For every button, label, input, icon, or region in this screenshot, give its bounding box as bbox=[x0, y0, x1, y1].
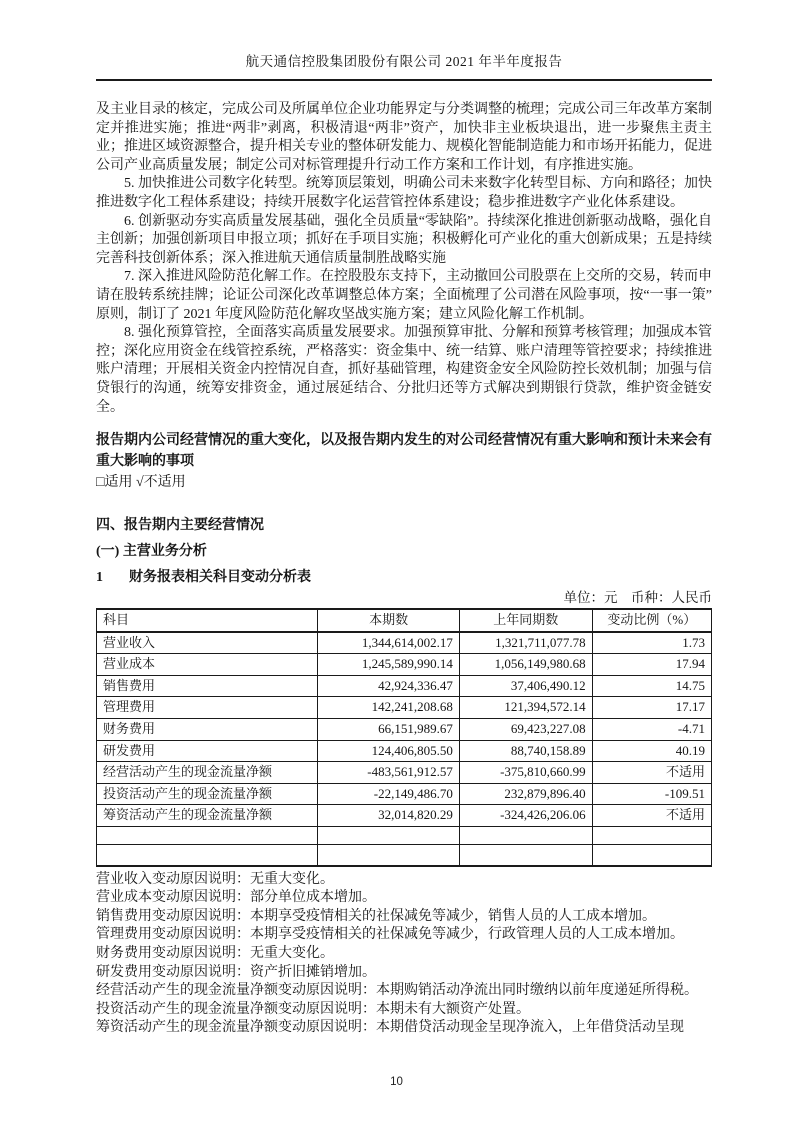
table-body bbox=[97, 632, 712, 866]
cell-change-ratio: 不适用 bbox=[592, 762, 711, 784]
cell-current-period: 66,151,989.67 bbox=[318, 719, 459, 741]
cell-prior-period: -324,426,206.06 bbox=[459, 805, 592, 827]
subsection-heading: (一) 主营业务分析 bbox=[96, 544, 207, 560]
major-changes-heading: 报告期内公司经营情况的重大变化，以及报告期内发生的对公司经营情况有重大影响和预计未来会有重大影响的事项 bbox=[96, 433, 712, 470]
table-row bbox=[97, 827, 712, 845]
cell-change-ratio: 40.19 bbox=[592, 740, 711, 762]
table-row bbox=[97, 719, 712, 741]
table-row bbox=[97, 845, 712, 866]
cell-subject: 经营活动产生的现金流量净额 bbox=[97, 762, 318, 784]
body-text-block bbox=[96, 101, 712, 1038]
cell-change-ratio: 不适用 bbox=[592, 805, 711, 827]
table-row bbox=[97, 675, 712, 697]
numbered-paragraph: 8. 强化预算管控，全面落实高质量发展要求。加强预算审批、分解和预算考核管理；加强成本管控；深化应用资金在线管控系统，严格落实：资金集中、统一结算、账户清理等管控要求；持续推进账户清理；开展相关资金内控情况自查，抓好基础管理，构建资金安全风险防控长效机制；加强与信贷银行的沟通，统筹安排资金，通过展延结合、分批归还等方式解决到期银行贷款，维护资金链安全。 bbox=[96, 325, 712, 415]
change-reason-notes bbox=[96, 871, 712, 1038]
financial-items-table bbox=[96, 608, 712, 866]
table-heading-title: 财务报表相关科目变动分析表 bbox=[129, 570, 311, 586]
change-reason-note: 筹资活动产生的现金流量净额变动原因说明：本期借贷活动现金呈现净流入，上年借贷活动呈现 bbox=[96, 1020, 684, 1036]
table-row bbox=[97, 654, 712, 676]
change-reason-note: 经营活动产生的现金流量净额变动原因说明：本期购销活动净流出同时缴纳以前年度递延所得税。 bbox=[96, 983, 698, 999]
cell-current-period bbox=[318, 827, 459, 845]
cell-prior-period: 1,321,711,077.78 bbox=[459, 632, 592, 654]
table-header-row bbox=[97, 609, 712, 632]
cell-current-period: 124,406,805.50 bbox=[318, 740, 459, 762]
cell-subject bbox=[97, 827, 318, 845]
table-row bbox=[97, 740, 712, 762]
section-heading: 四、报告期内主要经营情况 bbox=[96, 518, 264, 534]
cell-prior-period: 121,394,572.14 bbox=[459, 697, 592, 719]
col-header-current-period: 本期数 bbox=[318, 609, 459, 632]
change-reason-note: 营业收入变动原因说明：无重大变化。 bbox=[96, 871, 334, 887]
col-header-prior-period: 上年同期数 bbox=[459, 609, 592, 632]
numbered-paragraphs bbox=[96, 175, 712, 417]
numbered-paragraph: 5. 加快推进公司数字化转型。统筹顶层策划，明确公司未来数字化转型目标、方向和路径；加快推进数字化工程体系建设；持续开展数字化运营管控体系建设；稳步推进数字产业化体系建设。 bbox=[96, 176, 712, 210]
continuation-paragraph: 及主业目录的核定，完成公司及所属单位企业功能界定与分类调整的梳理；完成公司三年改革方案制定并推进实施；推进“两非”剥离，积极清退“两非”资产，加快非主业板块退出，进一步聚焦主责主业；推进区域资源整合，提升相关专业的整体研发能力、规模化智能制造能力和市场开拓能力，促进公司产业高质量发展；制定公司对标管理提升行动工作方案和工作计划，有序推进实施。 bbox=[96, 102, 712, 173]
cell-change-ratio: 17.17 bbox=[592, 697, 711, 719]
cell-change-ratio: 17.94 bbox=[592, 654, 711, 676]
cell-change-ratio: -4.71 bbox=[592, 719, 711, 741]
table-header bbox=[97, 609, 712, 632]
cell-current-period: 42,924,336.47 bbox=[318, 675, 459, 697]
cell-subject: 营业收入 bbox=[97, 632, 318, 654]
table-row bbox=[97, 783, 712, 805]
cell-change-ratio bbox=[592, 845, 711, 866]
cell-prior-period bbox=[459, 827, 592, 845]
page-number: 10 bbox=[390, 1076, 403, 1088]
change-reason-note: 管理费用变动原因说明：本期享受疫情相关的社保减免等减少，行政管理人员的人工成本增加。 bbox=[96, 927, 684, 943]
cell-subject: 销售费用 bbox=[97, 675, 318, 697]
change-reason-note: 财务费用变动原因说明：无重大变化。 bbox=[96, 945, 334, 961]
cell-prior-period: 37,406,490.12 bbox=[459, 675, 592, 697]
applicability-line: □适用 √不适用 bbox=[96, 475, 186, 491]
table-row bbox=[97, 762, 712, 784]
cell-change-ratio: 1.73 bbox=[592, 632, 711, 654]
cell-current-period: 32,014,820.29 bbox=[318, 805, 459, 827]
table-row bbox=[97, 697, 712, 719]
cell-subject: 筹资活动产生的现金流量净额 bbox=[97, 805, 318, 827]
cell-prior-period: 69,423,227.08 bbox=[459, 719, 592, 741]
table-heading bbox=[96, 568, 712, 587]
table-row bbox=[97, 632, 712, 654]
cell-prior-period: 232,879,896.40 bbox=[459, 783, 592, 805]
cell-prior-period: 1,056,149,980.68 bbox=[459, 654, 592, 676]
change-reason-note: 营业成本变动原因说明：部分单位成本增加。 bbox=[96, 890, 376, 906]
cell-change-ratio: 14.75 bbox=[592, 675, 711, 697]
col-header-change-ratio: 变动比例（%） bbox=[592, 609, 711, 632]
cell-current-period: 142,241,208.68 bbox=[318, 697, 459, 719]
cell-prior-period: -375,810,660.99 bbox=[459, 762, 592, 784]
numbered-paragraph: 7. 深入推进风险防范化解工作。在控股股东支持下，主动撤回公司股票在上交所的交易，转而申请在股转系统挂牌；论证公司深化改革调整总体方案；全面梳理了公司潜在风险事项，按“一事一策”原则，制订了 2021 年度风险防范化解攻坚战实施方案；建立风险化解工作机制。 bbox=[96, 269, 712, 322]
cell-current-period: -483,561,912.57 bbox=[318, 762, 459, 784]
col-header-subject: 科目 bbox=[97, 609, 318, 632]
cell-subject: 投资活动产生的现金流量净额 bbox=[97, 783, 318, 805]
numbered-paragraph: 6. 创新驱动夯实高质量发展基础，强化全员质量“零缺陷”。持续深化推进创新驱动战略，强化自主创新；加强创新项目申报立项；抓好在手项目实施；积极孵化可产业化的重大创新成果；五是持续完善科技创新体系；深入推进航天通信质量制胜战略实施 bbox=[96, 213, 712, 266]
cell-prior-period: 88,740,158.89 bbox=[459, 740, 592, 762]
cell-subject: 财务费用 bbox=[97, 719, 318, 741]
cell-current-period: -22,149,486.70 bbox=[318, 783, 459, 805]
change-reason-note: 研发费用变动原因说明：资产折旧摊销增加。 bbox=[96, 964, 376, 980]
cell-current-period: 1,344,614,002.17 bbox=[318, 632, 459, 654]
cell-change-ratio bbox=[592, 827, 711, 845]
cell-change-ratio: -109.51 bbox=[592, 783, 711, 805]
change-reason-note: 投资活动产生的现金流量净额变动原因说明：本期未有大额资产处置。 bbox=[96, 1001, 530, 1017]
document-header-title: 航天通信控股集团股份有限公司 2021 年半年度报告 bbox=[96, 50, 712, 81]
cell-prior-period bbox=[459, 845, 592, 866]
cell-subject: 研发费用 bbox=[97, 740, 318, 762]
table-row bbox=[97, 805, 712, 827]
cell-current-period bbox=[318, 845, 459, 866]
cell-subject: 管理费用 bbox=[97, 697, 318, 719]
cell-subject bbox=[97, 845, 318, 866]
unit-currency-note: 单位：元 币种：人民币 bbox=[563, 590, 712, 606]
table-heading-number: 1 bbox=[96, 570, 103, 586]
cell-subject: 营业成本 bbox=[97, 654, 318, 676]
change-reason-note: 销售费用变动原因说明：本期享受疫情相关的社保减免等减少，销售人员的人工成本增加。 bbox=[96, 908, 656, 924]
cell-current-period: 1,245,589,990.14 bbox=[318, 654, 459, 676]
